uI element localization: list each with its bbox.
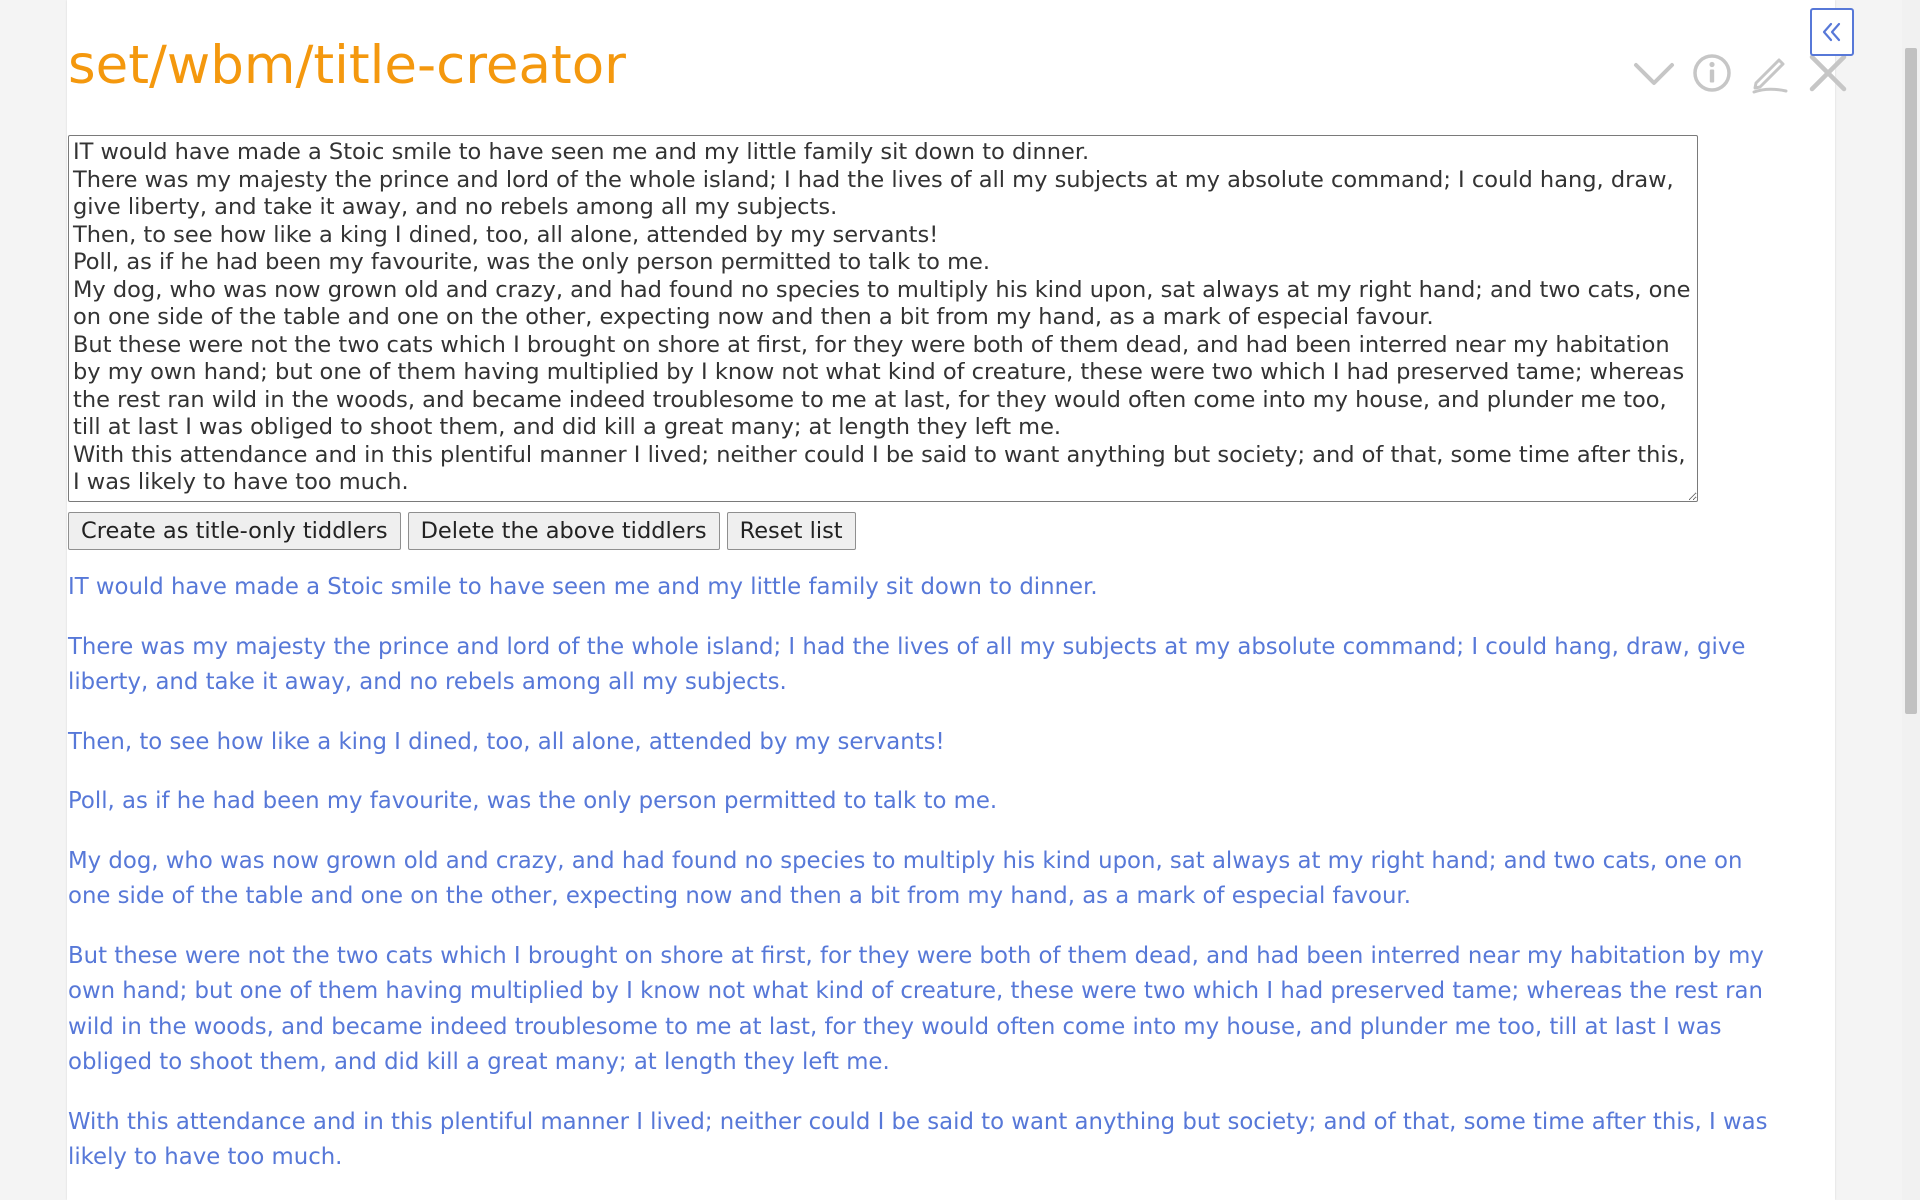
more-button[interactable] xyxy=(1632,50,1676,96)
action-buttons xyxy=(68,512,856,550)
info-button[interactable] xyxy=(1690,50,1734,96)
chevron-down-icon xyxy=(1632,51,1676,95)
page-scrollbar[interactable] xyxy=(1902,0,1920,1200)
create-title-only-button[interactable]: Create as title-only tiddlers xyxy=(68,512,401,550)
tiddler-link-list xyxy=(68,570,1768,1200)
tiddler-link[interactable]: Poll, as if he had been my favourite, was the only person permitted to talk to me. xyxy=(68,788,998,814)
close-icon xyxy=(1806,51,1850,95)
tiddler-controls xyxy=(1632,50,1850,96)
sidebar-toggle-button[interactable] xyxy=(1810,8,1854,56)
scrollbar-thumb[interactable] xyxy=(1905,48,1917,714)
double-chevron-left-icon xyxy=(1821,21,1843,43)
reset-list-button[interactable]: Reset list xyxy=(727,512,856,550)
delete-tiddlers-button[interactable]: Delete the above tiddlers xyxy=(408,512,720,550)
tiddler-title: set/wbm/title-creator xyxy=(68,35,626,96)
tiddler-link[interactable]: IT would have made a Stoic smile to have seen me and my little family sit down to dinner. xyxy=(68,574,1098,600)
tiddler-link[interactable]: With this attendance and in this plentiful manner I lived; neither could I be said to want anything but society; and of that, some time after this, I was likely to have too much. xyxy=(68,1108,1768,1170)
close-button[interactable] xyxy=(1806,50,1850,96)
tiddler-link[interactable]: My dog, who was now grown old and crazy, and had found no species to multiply his kind upon, sat always at my right hand; and two cats, one on one side of the table and one on the other, expecting now and then a bit from my hand, as a mark of especial favour. xyxy=(68,847,1743,909)
edit-button[interactable] xyxy=(1748,50,1792,96)
tiddler-link[interactable]: But these were not the two cats which I brought on shore at first, for they were both of them dead, and had been interred near my habitation by my own hand; but one of them having multiplied by I know not what kind of creature, these were two which I had preserved tame; whereas the rest ran wild in the woods, and became indeed troublesome to me at last, for they would often come into my house, and plunder me too, till at last I was obliged to shoot them, and did kill a great many; at length they left me. xyxy=(68,942,1764,1075)
edit-icon xyxy=(1748,51,1792,95)
info-icon xyxy=(1690,51,1734,95)
titles-textarea[interactable] xyxy=(68,135,1698,502)
tiddler-link[interactable]: There was my majesty the prince and lord of the whole island; I had the lives of all my subjects at my absolute command; I could hang, draw, give liberty, and take it away, and no rebels among all my subjects. xyxy=(68,633,1746,695)
tiddler-link[interactable]: Then, to see how like a king I dined, too, all alone, attended by my servants! xyxy=(68,728,945,755)
